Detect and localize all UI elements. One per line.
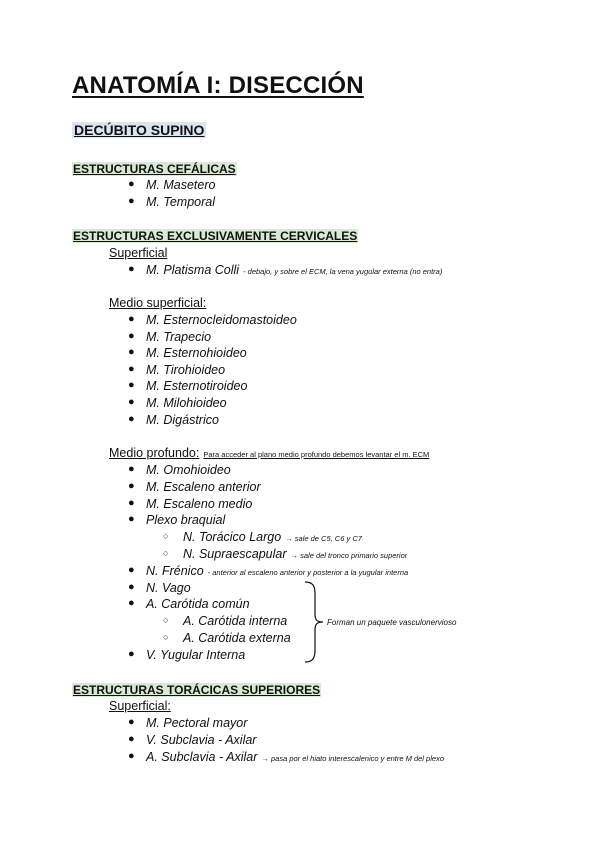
item-note: → pasa por el hiato interescalenico y entre M del plexo <box>261 754 444 763</box>
item-note: → sale del tronco primario superior <box>290 551 408 560</box>
sub-list-item: ○ A. Carótida externa <box>163 631 291 645</box>
brace-note: Forman un paquete vasculonervioso <box>327 618 457 627</box>
list-item: ● Plexo braquial <box>128 513 226 527</box>
list-item: ● M. Escaleno medio <box>128 497 253 511</box>
list-item: ● M. Digástrico <box>128 413 219 427</box>
item-note: - debajo, y sobre el ECM, la vena yugular externa (no entra) <box>243 267 443 276</box>
sublabel-note: Para acceder al plano medio profundo debemos levantar el m. ECM <box>203 450 430 459</box>
sublabel-medio-profundo: Medio profundo: Para acceder al plano medio profundo debemos levantar el m. ECM <box>109 446 430 460</box>
list-item: ● N. Vago <box>128 581 191 595</box>
list-item: ● M. Escaleno anterior <box>128 480 261 494</box>
list-item: ● M. Esternotiroideo <box>128 379 248 393</box>
list-item: ● M. Omohioideo <box>128 463 231 477</box>
list-item: ● M. Trapecio <box>128 330 212 344</box>
list-item: ● M. Masetero <box>128 178 216 192</box>
heading-cervicales: ESTRUCTURAS EXCLUSIVAMENTE CERVICALES <box>73 229 358 243</box>
sublabel-superficial-toracico: Superficial: <box>109 699 171 713</box>
list-item: ● M. Platisma Colli - debajo, y sobre el ECM, la vena yugular externa (no entra) <box>128 263 443 277</box>
list-item: ● A. Carótida común <box>128 597 250 611</box>
list-item: ● V. Subclavia - Axilar <box>128 733 257 747</box>
list-item: ● A. Subclavia - Axilar → pasa por el hiato interescalenico y entre M del plexo <box>128 750 444 764</box>
sub-list-item: ○ N. Torácico Largo → sale de C5, C6 y C7 <box>163 530 362 544</box>
section-subtitle: DECÚBITO SUPINO <box>74 122 205 138</box>
sublabel-medio-superficial: Medio superficial: <box>109 296 207 310</box>
sub-list-item: ○ A. Carótida interna <box>163 614 288 628</box>
list-item: ● M. Tirohioideo <box>128 363 226 377</box>
heading-cefalicas: ESTRUCTURAS CEFÁLICAS <box>73 162 236 176</box>
list-item: ● M. Esternohioideo <box>128 346 247 360</box>
list-item: ● M. Temporal <box>128 195 216 209</box>
curly-brace-icon <box>303 580 325 664</box>
item-note: - anterior al escaleno anterior y posterior a la yugular interna <box>207 568 409 577</box>
document-title: ANATOMÍA I: DISECCIÓN <box>72 72 364 99</box>
item-note: → sale de C5, C6 y C7 <box>285 534 362 543</box>
sub-list-item: ○ N. Supraescapular → sale del tronco primario superior <box>163 547 408 561</box>
list-item: ● M. Esternocleidomastoideo <box>128 313 297 327</box>
list-item: ● M. Milohioideo <box>128 396 227 410</box>
list-item: ● N. Frénico - anterior al escaleno anterior y posterior a la yugular interna <box>128 564 409 578</box>
sublabel-superficial: Superficial <box>109 246 168 260</box>
list-item: ● V. Yugular Interna <box>128 648 246 662</box>
list-item: ● M. Pectoral mayor <box>128 716 248 730</box>
heading-toracicas: ESTRUCTURAS TORÁCICAS SUPERIORES <box>73 683 321 697</box>
